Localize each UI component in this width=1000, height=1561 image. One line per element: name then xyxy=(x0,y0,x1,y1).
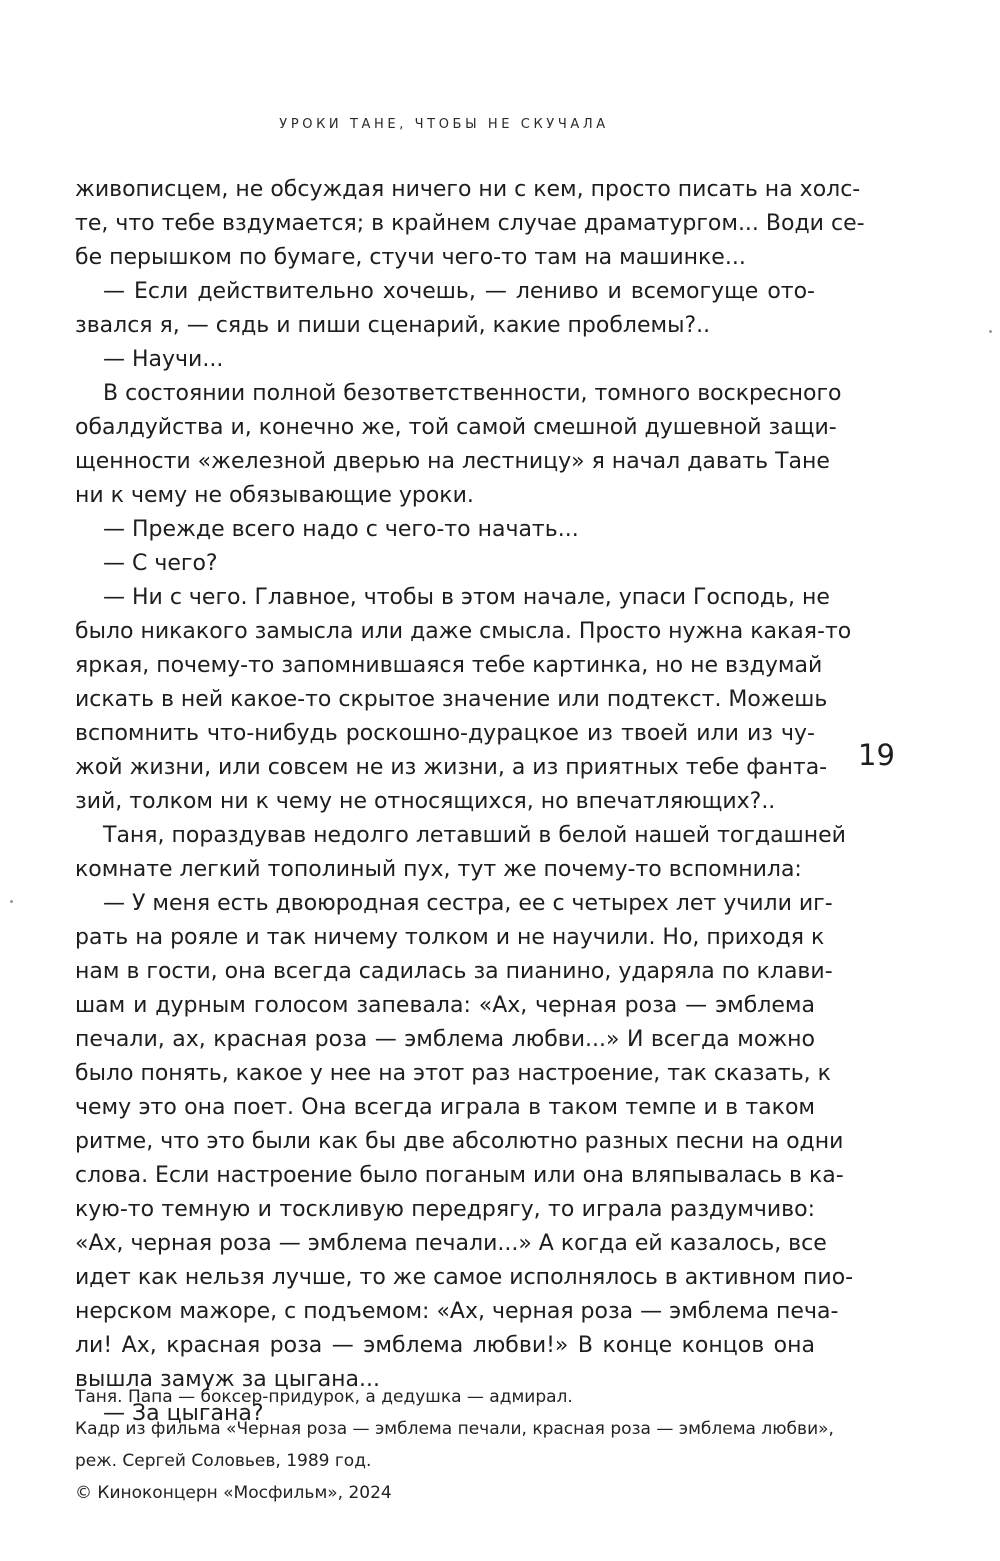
text-line: кую-то темную и тоскливую передрягу, то играла раздумчиво: xyxy=(75,1197,815,1222)
text-line: обалдуйства и, конечно же, той самой смешной душевной защи- xyxy=(75,415,837,440)
text-line: Таня, пораздував недолго летавший в белой нашей тогдашней xyxy=(103,823,846,848)
text-line: — Научи... xyxy=(103,347,224,372)
text-line: вспомнить что-нибудь роскошно-дурацкое из твоей или из чу- xyxy=(75,721,815,746)
running-head: УРОКИ ТАНЕ, ЧТОБЫ НЕ СКУЧАЛА xyxy=(279,117,609,132)
text-line: печали, ах, красная роза — эмблема любви...» И всегда можно xyxy=(75,1027,815,1052)
text-line: ли! Ах, красная роза — эмблема любви!» В конце концов она xyxy=(75,1333,815,1358)
text-line: живописцем, не обсуждая ничего ни с кем, просто писать на холс- xyxy=(75,177,861,202)
page-number: 19 xyxy=(858,738,895,772)
text-line: было никакого замысла или даже смысла. Просто нужна какая-то xyxy=(75,619,852,644)
text-line: слова. Если настроение было поганым или она вляпывалась в ка- xyxy=(75,1163,844,1188)
text-line: ни к чему не обязывающие уроки. xyxy=(75,483,474,508)
text-line: нам в гости, она всегда садилась за пианино, ударяла по клави- xyxy=(75,959,833,984)
text-line: — Ни с чего. Главное, чтобы в этом начале, упаси Господь, не xyxy=(103,585,830,610)
text-line: зий, толком ни к чему не относящихся, но впечатляющих?.. xyxy=(75,789,776,814)
page-body xyxy=(75,173,865,1431)
text-line: идет как нельзя лучше, то же самое исполнялось в активном пио- xyxy=(75,1265,854,1290)
scan-speck xyxy=(10,900,13,903)
text-line: вышла замуж за цыгана... xyxy=(75,1367,381,1392)
text-line: ритме, что это были как бы две абсолютно разных песни на одни xyxy=(75,1129,844,1154)
text-line: — За цыгана? xyxy=(103,1401,264,1426)
text-line: рать на рояле и так ничему толком и не научили. Но, приходя к xyxy=(75,925,825,950)
text-line: искать в ней какое-то скрытое значение или подтекст. Можешь xyxy=(75,687,828,712)
text-line: — Если действительно хочешь, — лениво и всемогуще ото- xyxy=(103,279,815,304)
text-line: звался я, — сядь и пиши сценарий, какие проблемы?.. xyxy=(75,313,711,338)
text-line: комнате легкий тополиный пух, тут же почему-то вспомнила: xyxy=(75,857,802,882)
text-line: бе перышком по бумаге, стучи чего-то там на машинке... xyxy=(75,245,746,270)
text-line: В состоянии полной безответственности, томного воскресного xyxy=(103,381,842,406)
scan-speck xyxy=(989,330,992,333)
caption-line: Таня. Папа — боксер-придурок, а дедушка — адмирал. xyxy=(75,1387,573,1407)
text-line: «Ах, черная роза — эмблема печали...» А когда ей казалось, все xyxy=(75,1231,827,1256)
photo-caption xyxy=(75,1381,875,1509)
text-line: — Прежде всего надо с чего-то начать... xyxy=(103,517,579,542)
text-line: — С чего? xyxy=(103,551,218,576)
text-line: чему это она поет. Она всегда играла в таком темпе и в таком xyxy=(75,1095,815,1120)
text-line: — У меня есть двоюродная сестра, ее с четырех лет учили иг- xyxy=(103,891,833,916)
text-line: щенности «железной дверью на лестницу» я начал давать Тане xyxy=(75,449,830,474)
caption-line: © Киноконцерн «Мосфильм», 2024 xyxy=(75,1483,392,1503)
text-line: жой жизни, или совсем не из жизни, а из приятных тебе фанта- xyxy=(75,755,828,780)
caption-line: Кадр из фильма «Черная роза — эмблема печали, красная роза — эмблема любви», xyxy=(75,1419,834,1439)
caption-line: реж. Сергей Соловьев, 1989 год. xyxy=(75,1451,372,1471)
text-line: шам и дурным голосом запевала: «Ах, черная роза — эмблема xyxy=(75,993,815,1018)
text-line: было понять, какое у нее на этот раз настроение, так сказать, к xyxy=(75,1061,831,1086)
text-line: нерском мажоре, с подъемом: «Ах, черная роза — эмблема печа- xyxy=(75,1299,839,1324)
text-line: те, что тебе вздумается; в крайнем случае драматургом... Води се- xyxy=(75,211,865,236)
text-line: яркая, почему-то запомнившаяся тебе картинка, но не вздумай xyxy=(75,653,823,678)
